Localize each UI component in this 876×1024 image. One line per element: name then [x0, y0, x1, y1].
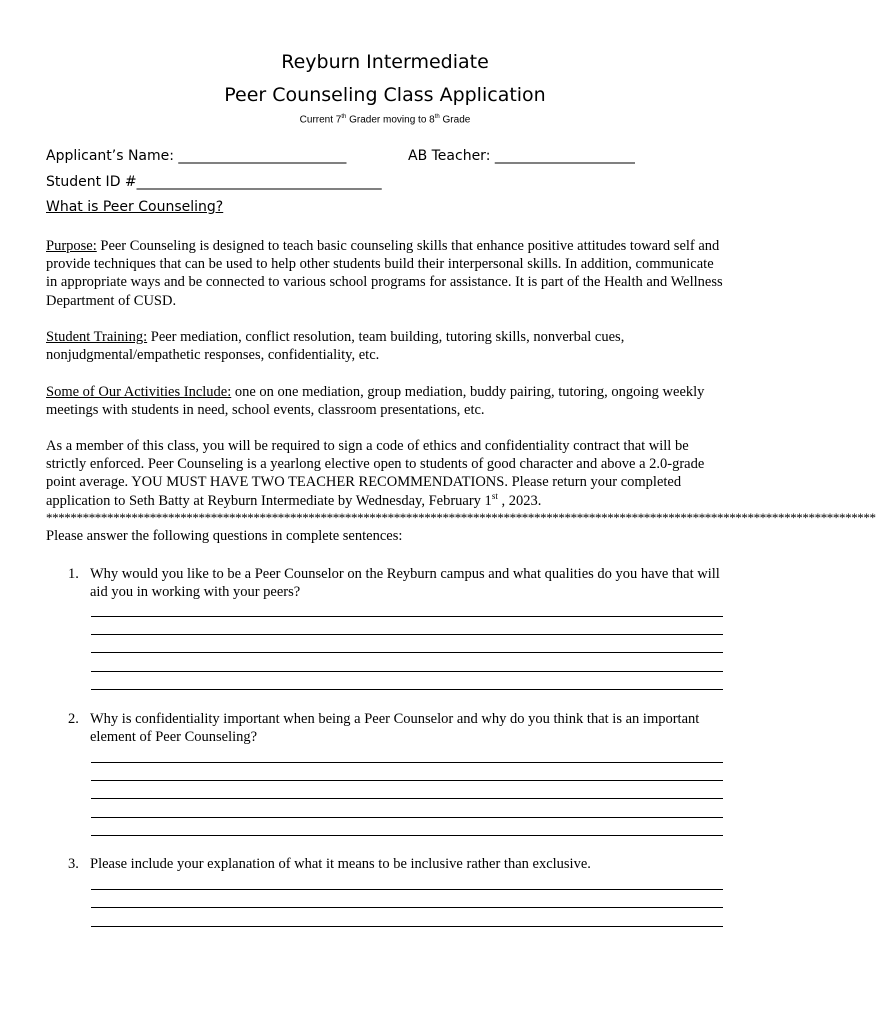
question-text: Why is confidentiality important when being a Peer Counselor and why do you think that is an important element of Peer Counseling? — [90, 711, 700, 746]
school-title: Reyburn Intermediate — [281, 51, 489, 73]
training-paragraph — [46, 328, 726, 364]
question-number: 1. — [68, 566, 79, 582]
question-number: 3. — [68, 856, 79, 872]
activities-label: Some of Our Activities Include: — [46, 384, 232, 400]
purpose-label: Purpose: — [46, 238, 97, 254]
answer-line[interactable] — [91, 652, 723, 653]
purpose-text: Peer Counseling is designed to teach basic counseling skills that enhance positive attitudes toward self and provide techniques that can be used to help other students build their interpersonal skills. In addition, communicate in appropriate ways and be connected to various school programs for assistance. It is part of the Health and Wellness Department of CUSD. — [46, 238, 723, 309]
question-number: 2. — [68, 711, 79, 727]
answer-line[interactable] — [91, 926, 723, 927]
answer-line[interactable] — [91, 817, 723, 818]
purpose-paragraph — [46, 237, 726, 310]
separator-line: **************************************************************************************************************************************** — [46, 510, 876, 525]
answer-line[interactable] — [91, 835, 723, 836]
ab-teacher-field[interactable]: AB Teacher: ____________________ — [408, 148, 635, 164]
activities-paragraph — [46, 383, 726, 419]
instructions-text: Please answer the following questions in complete sentences: — [46, 528, 403, 544]
answer-line[interactable] — [91, 762, 723, 763]
requirements-paragraph: As a member of this class, you will be required to sign a code of ethics and confidentiality contract that will be strictly enforced. Peer Counseling is a yearlong elective open to students of good character and above a 2.0-grade point average. YOU MUST HAVE TWO TEACHER RECOMMENDATIONS. Please return your completed application to Seth Batty at Reyburn Intermediate by Wednesday, February 1st , 2023. — [46, 438, 705, 509]
question-text: Please include your explanation of what it means to be inclusive rather than exclusive. — [90, 856, 591, 872]
answer-line[interactable] — [91, 798, 723, 799]
question-text: Why would you like to be a Peer Counselor on the Reyburn campus and what qualities do you have that will aid you in working with your peers? — [90, 566, 720, 601]
training-label: Student Training: — [46, 329, 148, 345]
applicant-name-field[interactable]: Applicant’s Name: ________________________ — [46, 148, 347, 164]
student-id-field[interactable]: Student ID #___________________________________ — [46, 174, 382, 190]
answer-line[interactable] — [91, 689, 723, 690]
training-text: Peer mediation, conflict resolution, team building, tutoring skills, nonverbal cues, nonjudgmental/empathetic responses, confidentiality, etc. — [46, 329, 625, 364]
form-title: Peer Counseling Class Application — [224, 84, 546, 106]
grade-subtitle: Current 7th Grader moving to 8th Grade — [299, 114, 471, 126]
answer-line[interactable] — [91, 671, 723, 672]
question-3 — [68, 855, 728, 873]
answer-line[interactable] — [91, 907, 723, 908]
answer-line[interactable] — [91, 616, 723, 617]
question-1 — [68, 565, 728, 601]
question-2 — [68, 710, 728, 746]
answer-line[interactable] — [91, 889, 723, 890]
activities-text: one on one mediation, group mediation, buddy pairing, tutoring, ongoing weekly meetings with students in need, school events, classroom presentations, etc. — [46, 384, 705, 419]
section-heading: What is Peer Counseling? — [46, 199, 224, 215]
answer-line[interactable] — [91, 780, 723, 781]
answer-line[interactable] — [91, 634, 723, 635]
